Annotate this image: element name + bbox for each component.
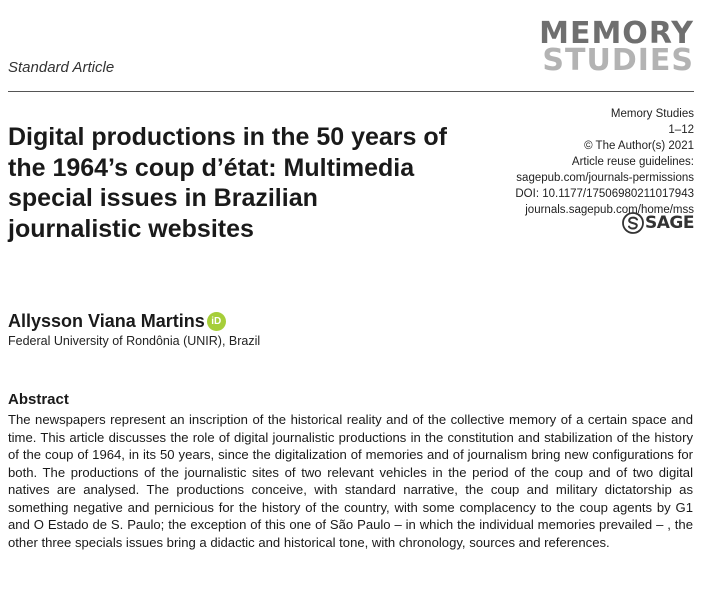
sage-icon bbox=[622, 212, 644, 234]
article-type: Standard Article bbox=[8, 59, 115, 76]
reuse-label: Article reuse guidelines: bbox=[571, 156, 694, 168]
journal-logo bbox=[539, 16, 694, 78]
abstract-heading: Abstract bbox=[8, 391, 69, 408]
author-name: Allysson Viana Martins bbox=[8, 311, 205, 331]
copyright: © The Author(s) 2021 bbox=[584, 140, 694, 152]
journal-name: Memory Studies bbox=[610, 108, 694, 120]
header-divider bbox=[8, 91, 694, 92]
article-metadata bbox=[515, 106, 694, 218]
doi[interactable]: DOI: 10.1177/17506980211017943 bbox=[515, 188, 694, 200]
article-title: Digital productions in the 50 years of the 1964’s coup d’état: Multimedia special issues in Brazilian journalistic websites bbox=[8, 123, 447, 243]
permissions-link[interactable]: sagepub.com/journals-permissions bbox=[516, 172, 694, 184]
journal-logo-line-1: MEMORY bbox=[539, 16, 694, 51]
orcid-icon[interactable]: iD bbox=[207, 312, 226, 331]
sage-wordmark: SAGE bbox=[645, 213, 694, 233]
author-row bbox=[8, 311, 226, 332]
journal-logo-line-2: STUDIES bbox=[542, 43, 694, 78]
sage-logo bbox=[622, 211, 694, 235]
journal-home-link[interactable]: journals.sagepub.com/home/mss bbox=[525, 204, 694, 216]
page-range: 1–12 bbox=[668, 124, 694, 136]
abstract-body: The newspapers represent an inscription of the historical reality and of the collective memory of a certain space and time. This article discusses the role of digital journalistic productions in the constitution and stabilization of the history of the coup of 1964, in its 50 years, since the digitalization of memories and of journalism bring new configurations for both. The productions of the journalistic sites of two relevant vehicles in the period of the coup and of two digital natives are analysed. The productions conceive, with standard narrative, the coup and military dictatorship as something negative and pernicious for the history of the country, with some complacency to the coup agents by G1 and O Estado de S. Paulo; the exception of this one of São Paulo – in which the individual memories prevailed – , the other three specials issues bring a didactic and historical tone, with chronology, sources and references. bbox=[8, 412, 693, 550]
author-affiliation: Federal University of Rondônia (UNIR), Brazil bbox=[8, 334, 261, 348]
